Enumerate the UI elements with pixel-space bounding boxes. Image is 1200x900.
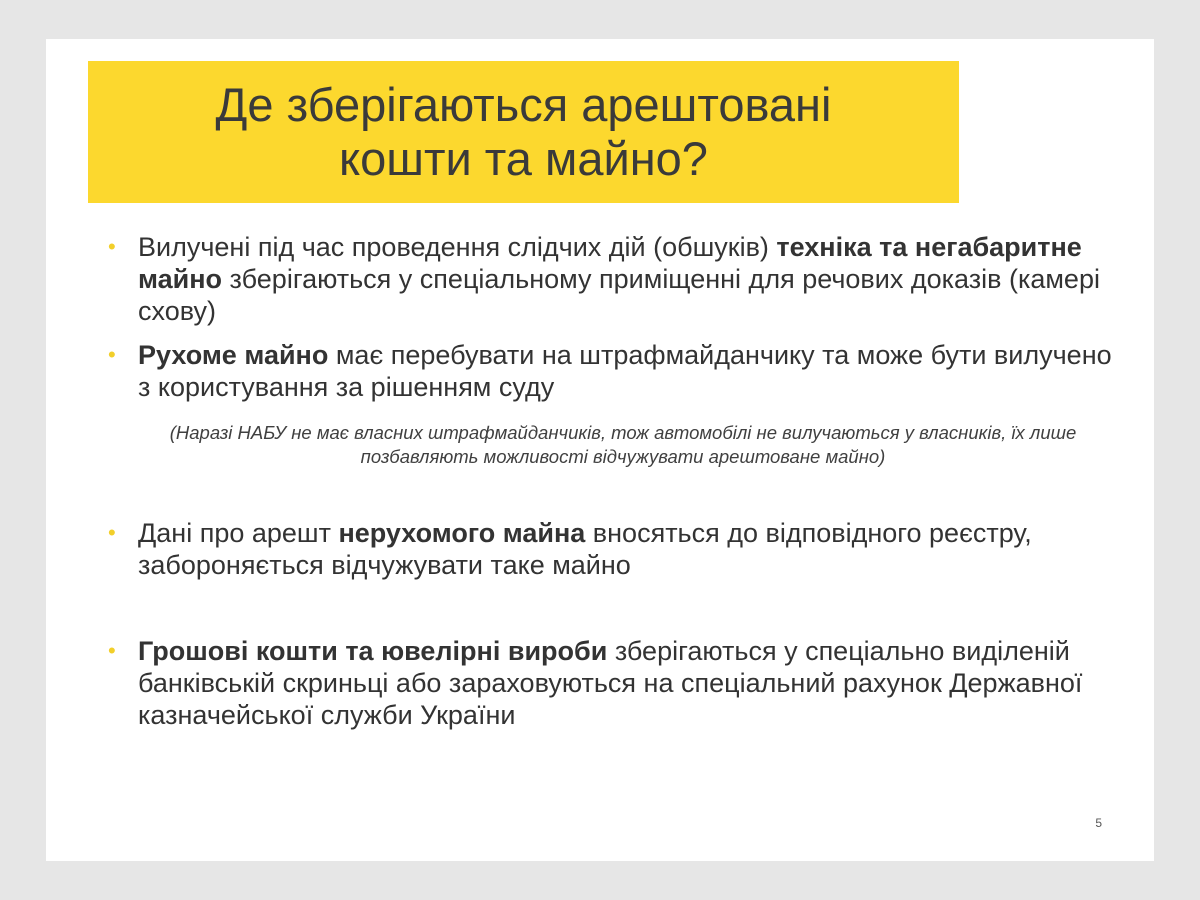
- note-text: (Наразі НАБУ не має власних штрафмайданчиків, тож автомобілі не вилучаються у власників, їх лише позбавляють можливості відчужувати арештоване майно): [169, 422, 1077, 467]
- bullet-emphasis: Рухоме майно: [138, 340, 329, 370]
- bullet-text: Вилучені під час проведення слідчих дій (обшуків): [138, 232, 777, 262]
- bullet-text: Дані про арешт: [138, 518, 339, 548]
- slide: [46, 39, 1154, 861]
- bullet-text: вносяться до відповідного реєстру, забороняється відчужувати таке майно: [138, 518, 1032, 580]
- bullet-icon: •: [108, 234, 116, 259]
- bullet-item-real-estate: [108, 517, 1118, 581]
- bullet-list: [108, 231, 1118, 731]
- bullet-emphasis: Грошові кошти та ювелірні вироби: [138, 636, 608, 666]
- title-banner: [88, 61, 959, 203]
- bullet-item-seized-equipment: [108, 231, 1118, 327]
- bullet-text: має перебувати на штрафмайданчику та може бути вилучено з користування за рішенням суду: [138, 340, 1112, 402]
- bullet-icon: •: [108, 638, 116, 663]
- bullet-icon: •: [108, 520, 116, 545]
- bullet-icon: •: [108, 342, 116, 367]
- note-item: [108, 421, 1118, 469]
- bullet-text: зберігаються у спеціально виділеній банківській скриньці або зараховуються на спеціальний рахунок Державної казначейської служби України: [138, 636, 1083, 730]
- page-number: 5: [1095, 816, 1102, 830]
- slide-title-line-2: кошти та майно?: [339, 132, 708, 185]
- slide-title: [144, 78, 904, 186]
- bullet-emphasis: нерухомого майна: [338, 518, 586, 548]
- bullet-item-money-jewelry: [108, 635, 1118, 731]
- bullet-text: зберігаються у спеціальному приміщенні для речових доказів (камері схову): [138, 264, 1100, 326]
- bullet-emphasis: техніка та негабаритне майно: [138, 232, 1082, 294]
- slide-title-line-1: Де зберігаються арештовані: [215, 78, 832, 131]
- bullet-item-movable-property: [108, 339, 1118, 403]
